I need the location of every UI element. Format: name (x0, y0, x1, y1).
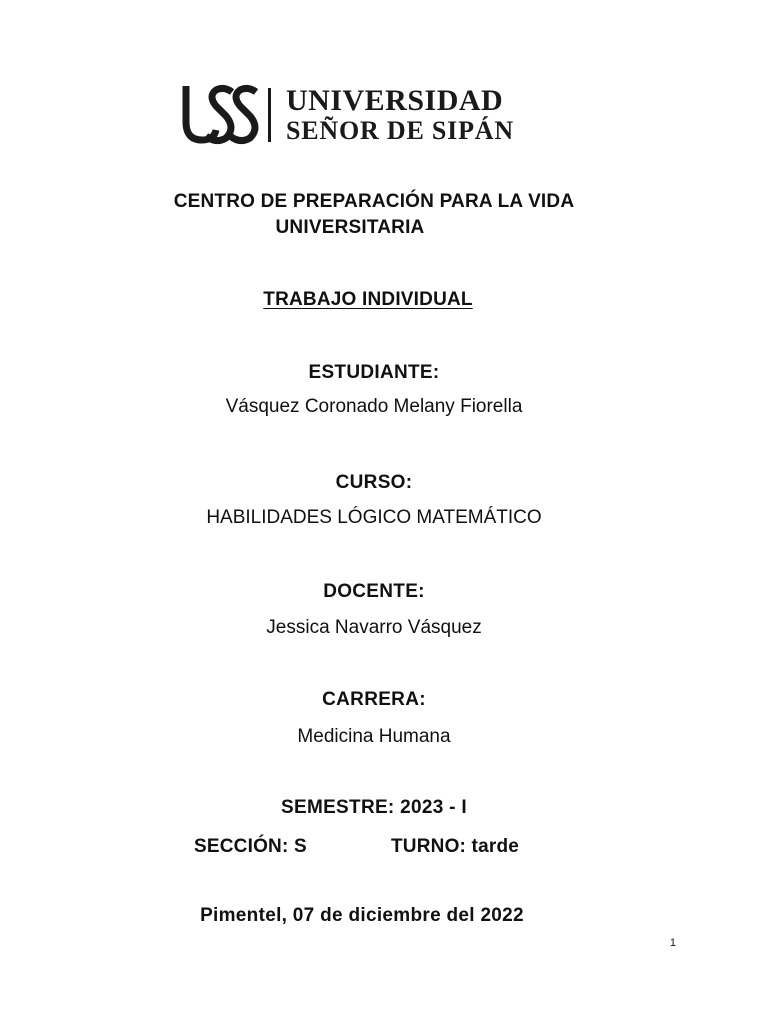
teacher-name: Jessica Navarro Vásquez (266, 617, 482, 638)
student-name: Vásquez Coronado Melany Fiorella (225, 396, 523, 417)
logo-line-name: SEÑOR DE SIPÁN (286, 116, 514, 145)
logo-line-university: UNIVERSIDAD (286, 84, 504, 117)
university-logo (180, 84, 525, 150)
shift-info: TURNO: tarde (391, 836, 520, 857)
page-number: 1 (669, 937, 676, 949)
course-label: CURSO: (335, 472, 413, 493)
teacher-label: DOCENTE: (323, 581, 425, 602)
logo-divider (268, 88, 271, 142)
document-heading-line2: UNIVERSITARIA (275, 217, 425, 238)
course-name: HABILIDADES LÓGICO MATEMÁTICO (206, 507, 542, 528)
career-label: CARRERA: (322, 689, 426, 710)
logo-wordmark (286, 86, 514, 144)
student-label: ESTUDIANTE: (308, 362, 440, 383)
career-name: Medicina Humana (297, 726, 451, 747)
place-date: Pimentel, 07 de diciembre del 2022 (200, 905, 524, 926)
semester-info: SEMESTRE: 2023 - I (281, 797, 467, 818)
work-type-title: TRABAJO INDIVIDUAL (263, 289, 473, 310)
document-heading-line1: CENTRO DE PREPARACIÓN PARA LA VIDA (173, 191, 575, 212)
uss-logo-icon (180, 84, 260, 146)
section-info: SECCIÓN: S (194, 836, 307, 857)
